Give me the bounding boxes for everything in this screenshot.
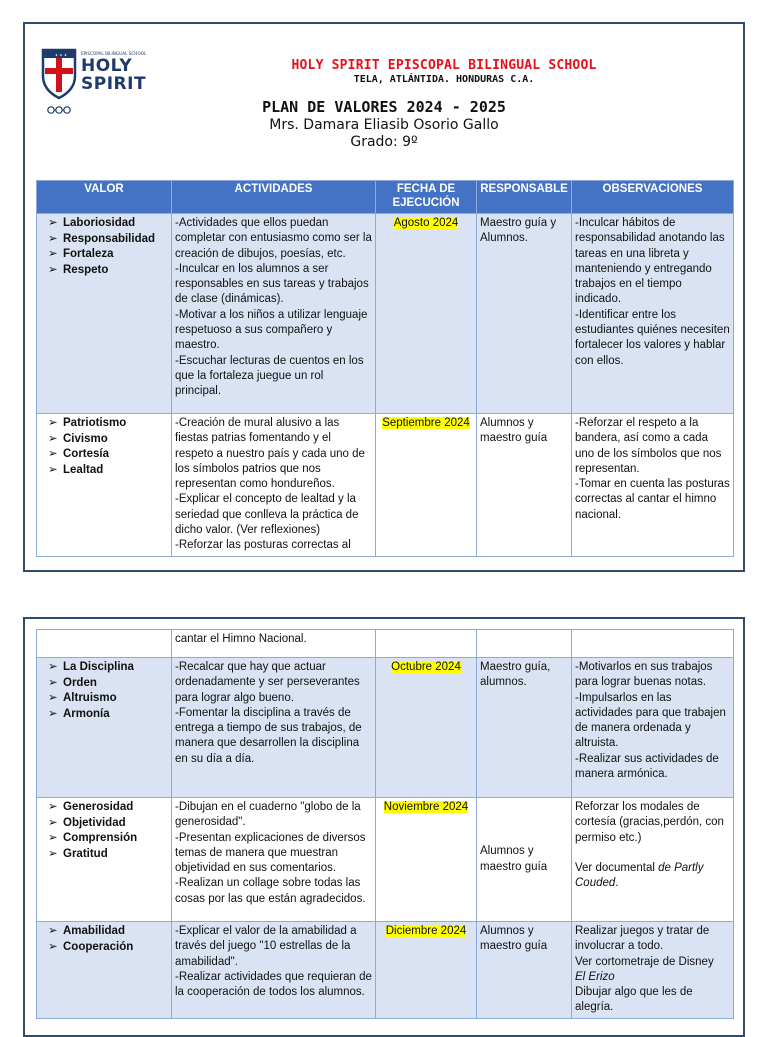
svg-text:HOLY: HOLY — [81, 56, 133, 76]
arrow-bullet-icon: ➢ — [48, 676, 58, 689]
list-item: ➢ Fortaleza — [48, 247, 168, 263]
fecha-highlight: Octubre 2024 — [391, 661, 461, 673]
list-item: ➢ Respeto — [48, 263, 168, 279]
valor-cell — [37, 214, 172, 414]
observaciones-text-a: Reforzar los modales de cortesía (gracias,perdón, con permiso etc.) — [575, 801, 724, 844]
observaciones-cell — [572, 922, 734, 1019]
table-row — [37, 798, 734, 922]
responsable-cell: Alumnos y maestro guía — [477, 798, 572, 922]
actividades-cell: cantar el Himno Nacional. — [172, 630, 376, 658]
document-page-2 — [23, 617, 745, 1037]
list-item: ➢ Responsabilidad — [48, 232, 168, 248]
actividades-cell: -Actividades que ellos puedan completar con entusiasmo como ser la creación de dibujos, poesías, etc. -Inculcar en los alumnos a ser responsables en sus tareas y trabajos de clase (dinámicas). -Motivar a los niños a utilizar lenguaje respetuoso a sus compañero y maestro. -Escuchar lecturas de cuentos en los que la fortaleza juegue un rol principal. — [172, 214, 376, 414]
valor-list — [40, 416, 168, 478]
arrow-bullet-icon: ➢ — [48, 707, 58, 720]
arrow-bullet-icon: ➢ — [48, 463, 58, 476]
arrow-bullet-icon: ➢ — [48, 661, 58, 673]
table-header-row — [37, 181, 734, 214]
valor-cell — [37, 630, 172, 658]
arrow-bullet-icon: ➢ — [48, 832, 58, 844]
fecha-cell — [376, 414, 477, 557]
list-item: ➢ Cooperación — [48, 940, 168, 956]
col-header-valor: VALOR — [37, 181, 172, 214]
list-item: ➢ Gratitud — [48, 847, 168, 863]
responsable-cell: Alumnos y maestro guía — [477, 922, 572, 1019]
list-item: ➢ Altruismo — [48, 691, 168, 707]
observaciones-text-b: Ver documental de Partly Couded. — [575, 861, 704, 890]
list-item: ➢ Objetividad — [48, 816, 168, 832]
arrow-bullet-icon: ➢ — [48, 217, 58, 229]
document-page-1 — [23, 22, 745, 572]
teacher-name: Mrs. Damara Eliasib Osorio Gallo — [269, 117, 499, 133]
observaciones-cell: -Reforzar el respeto a la bandera, así como a cada uno de los símbolos que nos representan. -Tomar en cuenta las posturas correctas al cantar el himno nacional. — [572, 414, 734, 557]
list-item: ➢ Lealtad — [48, 463, 168, 479]
observaciones-cell: -Inculcar hábitos de responsabilidad anotando las tareas en una libreta y manteniendo y entregando trabajos en el tiempo indicado. -Identificar entre los estudiantes quiénes necesiten fortalecer los valores y hablar con ellos. — [572, 214, 734, 414]
arrow-bullet-icon: ➢ — [48, 940, 58, 953]
observaciones-cell: -Motivarlos en sus trabajos para lograr buenas notas. -Impulsarlos en las actividades para que trabajen de manera ordenada y altruista. -Realizar sus actividades de manera armónica. — [572, 658, 734, 798]
list-item: ➢ Generosidad — [48, 800, 168, 816]
fecha-highlight: Septiembre 2024 — [382, 417, 470, 429]
arrow-bullet-icon: ➢ — [48, 692, 58, 704]
arrow-bullet-icon: ➢ — [48, 801, 58, 813]
table-row — [37, 414, 734, 557]
school-name: HOLY SPIRIT EPISCOPAL BILINGUAL SCHOOL — [291, 58, 597, 73]
school-header — [25, 58, 743, 85]
list-item: ➢ Amabilidad — [48, 924, 168, 940]
list-item: ➢ Cortesía — [48, 447, 168, 463]
fecha-highlight: Noviembre 2024 — [383, 801, 469, 813]
logo-small-text: EPISCOPAL BILINGUAL SCHOOL — [81, 51, 147, 56]
actividades-cell: -Recalcar que hay que actuar ordenadamente y ser perseverantes para lograr algo bueno. -Fomentar la disciplina a través de entrega a tiempo de sus trabajos, de manera que desarrollen la disciplina en su día a día. — [172, 658, 376, 798]
arrow-bullet-icon: ➢ — [48, 448, 58, 460]
actividades-cell: -Explicar el valor de la amabilidad a través del juego "10 estrellas de la amabilidad". -Realizar actividades que requieran de la cooperación de todos los alumnos. — [172, 922, 376, 1019]
fecha-cell — [376, 630, 477, 658]
responsable-cell — [477, 630, 572, 658]
grade-label: Grado: 9º — [350, 134, 418, 150]
valor-cell — [37, 414, 172, 557]
observaciones-cell — [572, 630, 734, 658]
observaciones-text-a: Realizar juegos y tratar de involucrar a todo. Ver cortometraje de Disney — [575, 925, 714, 968]
table-row — [37, 658, 734, 798]
valor-list — [40, 924, 168, 955]
plan-title: PLAN DE VALORES 2024 - 2025 — [262, 98, 506, 116]
list-item: ➢ Laboriosidad — [48, 216, 168, 232]
col-header-responsable: RESPONSABLE — [477, 181, 572, 214]
valor-list — [40, 216, 168, 278]
col-header-observaciones: OBSERVACIONES — [572, 181, 734, 214]
actividades-cell: -Creación de mural alusivo a las fiestas patrias fomentando y el respeto a nuestro país y cada uno de los símbolos patrios que nos representan como hondureños. -Explicar el concepto de lealtad y la seriedad que conlleva la práctica de dicho valor. (Ver reflexiones) -Reforzar las posturas correctas al — [172, 414, 376, 557]
fecha-cell — [376, 658, 477, 798]
observaciones-text-c: Dibujar algo que les de alegría. — [575, 986, 693, 1014]
valor-list — [40, 660, 168, 722]
svg-text:SPIRIT: SPIRIT — [81, 74, 147, 94]
list-item: ➢ Orden — [48, 676, 168, 692]
valor-list — [40, 800, 168, 862]
list-item: ➢ Armonía — [48, 707, 168, 723]
valor-cell — [37, 922, 172, 1019]
table-row — [37, 630, 734, 658]
responsable-cell: Maestro guía, alumnos. — [477, 658, 572, 798]
arrow-bullet-icon: ➢ — [48, 263, 58, 276]
valor-cell — [37, 798, 172, 922]
fecha-cell — [376, 214, 477, 414]
observaciones-cell — [572, 798, 734, 922]
values-table — [36, 180, 734, 557]
list-item: ➢ Patriotismo — [48, 416, 168, 432]
responsable-cell: Alumnos y maestro guía — [477, 414, 572, 557]
arrow-bullet-icon: ➢ — [48, 232, 58, 245]
values-table-continued — [36, 629, 734, 1019]
plan-heading — [25, 98, 743, 150]
school-location: TELA, ATLÁNTIDA. HONDURAS C.A. — [353, 74, 535, 85]
arrow-bullet-icon: ➢ — [48, 248, 58, 260]
table-row — [37, 922, 734, 1019]
table-row — [37, 214, 734, 414]
actividades-cell: -Dibujan en el cuaderno "globo de la generosidad". -Presentan explicaciones de diversos temas de manera que muestran objetividad en sus comentarios. -Realizan un collage sobre todas las cosas por las que están agradecidos. — [172, 798, 376, 922]
col-header-actividades: ACTIVIDADES — [172, 181, 376, 214]
arrow-bullet-icon: ➢ — [48, 925, 58, 937]
fecha-highlight: Diciembre 2024 — [385, 925, 467, 937]
list-item: ➢ Comprensión — [48, 831, 168, 847]
fecha-highlight: Agosto 2024 — [393, 217, 459, 229]
fecha-cell — [376, 922, 477, 1019]
list-item: ➢ La Disciplina — [48, 660, 168, 676]
fecha-cell — [376, 798, 477, 922]
svg-text:✦ ✦ ✦: ✦ ✦ ✦ — [54, 52, 68, 58]
arrow-bullet-icon: ➢ — [48, 816, 58, 829]
observaciones-title: El Erizo — [575, 970, 615, 983]
arrow-bullet-icon: ➢ — [48, 847, 58, 860]
arrow-bullet-icon: ➢ — [48, 432, 58, 445]
responsable-cell: Maestro guía y Alumnos. — [477, 214, 572, 414]
arrow-bullet-icon: ➢ — [48, 417, 58, 429]
list-item: ➢ Civismo — [48, 432, 168, 448]
col-header-fecha: FECHA DE EJECUCIÓN — [376, 181, 477, 214]
valor-cell — [37, 658, 172, 798]
